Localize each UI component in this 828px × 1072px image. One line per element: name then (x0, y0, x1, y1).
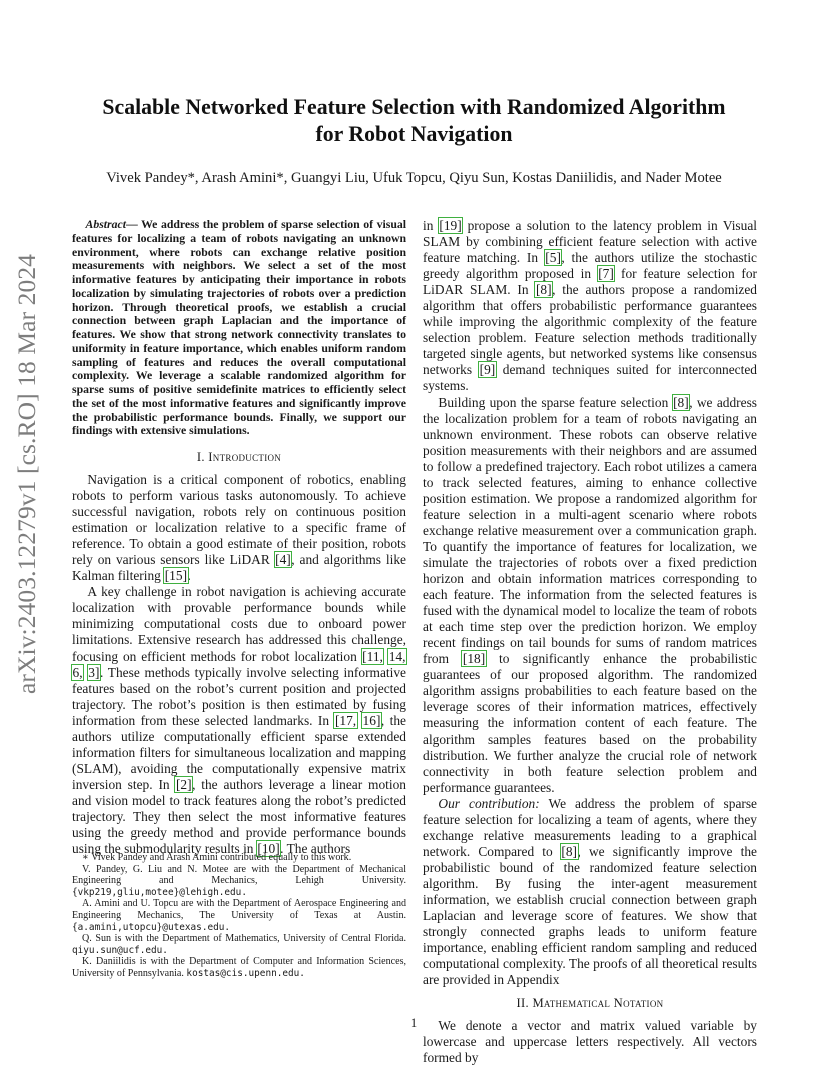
text-run: in (423, 218, 439, 233)
left-column (72, 218, 406, 857)
section-heading-introduction (72, 450, 406, 465)
title-line-2: for Robot Navigation (315, 122, 513, 146)
text-run: A key challenge in robot navigation is achieving accurate localization with provable performance bounds while minimizing computational costs due to onboard power limitations. Extensive research has addressed this challenge, focusing on efficient methods for robot localization (72, 584, 406, 664)
section-number: II. (516, 996, 529, 1011)
text-run: , the authors utilize the stochastic greedy algorithm proposed in (423, 250, 757, 282)
abstract-text: We address the problem of sparse selection of visual features for localizing a team of robots navigating an unknown environment, where robots can exchange relative position measurements with neighbors. We select a set of the most informative features by anticipating their importance in robots localization by simulating trajectories of robots over a prediction horizon. Through theoretical proofs, we establish a crucial connection between graph Laplacian and the importance of features. We show that strong network connectivity translates to uniformity in feature importance, which enables uniform random sampling of features and reduces the overall computational complexity. We leverage a scalable randomized algorithm for sparse sums of positive semidefinite matrices to efficiently select the set of the most informative features and significantly improve the probabilistic performance bounds. Finally, we support our findings with extensive simulations. (72, 218, 406, 438)
footnote-affiliation-ucf (72, 933, 406, 956)
intro-paragraph-1 (72, 472, 406, 584)
citation-link[interactable]: [10] (257, 841, 280, 857)
email-address: {vkp219,gliu,motee}@lehigh.edu. (72, 886, 247, 898)
arxiv-identifier: arXiv:2403.12279v1 [cs.RO] 18 Mar 2024 (12, 253, 41, 695)
citation-link[interactable]: [4] (275, 552, 291, 568)
citation-link[interactable]: [8] (535, 282, 552, 298)
text-run: , the authors leverage a linear motion and vision model to track features along the robot’s predicted trajectory. They then select the most informative features using the greedy method and provide performance bounds using the submodularity results in (72, 776, 406, 857)
citation-link[interactable]: [8] (561, 843, 578, 859)
citation-link[interactable]: 14, (388, 648, 406, 664)
footnotes (72, 852, 406, 980)
text-run: , we significantly improve the probabilistic bound of the randomized feature selection algorithm. By fusing the inter-agent measurement information, we establish crucial connection between graph Laplacian and leverage score of features. We show that strongly connected graphs leads to uniform feature importance, enabling efficient random sampling and reduced computational complexity. The proofs of all theoretical results are provided in Appendix (423, 843, 758, 988)
citation-link[interactable]: [15] (164, 568, 188, 584)
section-number: I. (196, 450, 205, 464)
contribution-label: Our contribution: (438, 795, 540, 811)
footnote-text: K. Daniilidis is with the Department of Computer and Information Sciences, University of Pennsylvania. (72, 956, 406, 979)
author-list: Vivek Pandey*, Arash Amini*, Guangyi Liu, Ufuk Topcu, Qiyu Sun, Kostas Daniilidis, and Nader Motee (106, 170, 722, 186)
citation-link[interactable]: [9] (479, 362, 496, 378)
citation-link[interactable]: [17, (334, 712, 357, 728)
citation-link[interactable]: [18] (462, 651, 486, 667)
email-address: {a.amini,utopcu}@utexas.edu. (72, 921, 231, 933)
section-title: Introduction (208, 450, 282, 464)
footnote-affiliation-upenn (72, 956, 406, 979)
text-run: , the authors utilize computationally efficient sparse extended information filters for simultaneous localization and mapping (SLAM), avoiding the computationally expensive matrix inversion step. In (72, 712, 406, 792)
footnote-equal-contribution: ∗ Vivek Pandey and Arash Amini contributed equally to this work. (82, 852, 352, 863)
citation-link[interactable]: 3] (88, 664, 100, 680)
intro-paragraph-2 (72, 584, 406, 857)
section-title: Mathematical Notation (532, 996, 664, 1011)
intro-paragraph-4 (423, 395, 757, 796)
page-number: 1 (410, 1015, 418, 1030)
citation-link[interactable]: [7] (598, 266, 614, 282)
text-run: . (187, 568, 191, 584)
text-run: , we address the localization problem for a team of robots navigating an unknown environment. These robots can observe relative position measurements with their neighbors and are assumed to follow a predefined trajectory. Each robot utilizes a camera to track selected features, aiming to enhance collective position estimation. We propose a randomized algorithm for feature selection in a multi-agent scenario where robots exchange relative measurement over a communication graph. To quantify the importance of features for localization, we simulate the trajectories of robots over a fixed prediction horizon and obtain information matrices corresponding to each feature. The information from the selected features is fused with the dynamical model to localize the team of robots at each time step over the prediction horizon. We employ recent findings on tail bounds for sums of random matrices from (423, 394, 757, 667)
footnote-text: A. Amini and U. Topcu are with the Department of Aerospace Engineering and Engineering Mechanics, The University of Texas at Austin. (72, 898, 406, 921)
notation-paragraph: We denote a vector and matrix valued variable by lowercase and uppercase letters respectively. All vectors formed by (423, 1018, 757, 1066)
footnote-affiliation-lehigh (72, 864, 406, 899)
contribution-paragraph (423, 796, 757, 989)
email-address: qiyu.sun@ucf.edu. (72, 944, 168, 956)
section-heading-notation (423, 996, 757, 1011)
text-run: Navigation is a critical component of robotics, enabling robots to perform various tasks autonomously. To achieve successful navigation, robots rely on continuous position estimation or localization relative to a specific frame of reference. To obtain a good estimate of their position, robots rely on various sensors like LiDAR (72, 472, 406, 568)
footnote-text: V. Pandey, G. Liu and N. Motee are with the Department of Mechanical Engineering and Mechanics, Lehigh University. (72, 863, 406, 887)
title-line-1: Scalable Networked Feature Selection with Randomized Algorithm (102, 95, 726, 119)
text-run: . The authors (280, 841, 351, 857)
abstract-label: Abstract (85, 218, 126, 231)
text-run: , the authors propose a randomized algorithm that offers probabilistic performance guarantees while improving the algorithmic complexity of the feature selection problem. Feature selection methods traditionally targeted single agents, but networked systems like consensus networks (423, 282, 757, 378)
text-run: . These methods typically involve selecting informative features based on the robot’s current position and projected trajectory. The robot’s position is then estimated by fusing information from these selected landmarks. In (72, 664, 406, 728)
citation-link[interactable]: [11, (362, 648, 383, 664)
email-address: kostas@cis.upenn.edu. (186, 967, 305, 979)
citation-link[interactable]: [5] (545, 250, 561, 266)
paper-title (60, 94, 768, 148)
intro-paragraph-3 (423, 218, 757, 395)
footnote-affiliation-utexas (72, 898, 406, 933)
text-run: Building upon the sparse feature selection (438, 394, 673, 410)
text-run: for feature selection for LiDAR SLAM. In (423, 266, 757, 298)
text-run: propose a solution to the latency problem in Visual SLAM by combining efficient feature selection with active feature matching. In (423, 218, 757, 266)
citation-link[interactable]: 6, (72, 664, 83, 680)
citation-link[interactable]: 16] (362, 712, 381, 728)
citation-link[interactable]: [2] (175, 776, 192, 792)
right-column (423, 218, 757, 1066)
citation-link[interactable]: [8] (673, 394, 689, 410)
citation-link[interactable]: [19] (439, 218, 462, 233)
text-run: We address the problem of sparse feature selection for localizing a team of agents, where they exchange relative measurements leading to a graphical network. Compared to (423, 795, 757, 859)
abstract: Abstract— We address the problem of sparse selection of visual features for localizing a team of robots navigating an unknown environment, where robots can exchange relative position measurements with neighbors. We select a set of the most informative features by anticipating their importance in robots localization by simulating trajectories of robots over a prediction horizon. Through theoretical proofs, we establish a crucial connection between graph Laplacian and the importance of features. We show that strong network connectivity translates to uniformity in feature importance, which enables uniform random sampling of features and reduces the overall computational complexity. We leverage a scalable randomized algorithm for sparse sums of positive semidefinite matrices to efficiently select the set of the most informative features and significantly improve the probabilistic performance bounds. Finally, we support our findings with extensive simulations. (72, 218, 406, 438)
text-run: to significantly enhance the probabilistic guarantees of our proposed algorithm. The randomized algorithm assigns probabilities to each feature based on the leverage scores of their information matrices, effectively measuring the information content of each feature. The algorithm samples features based on the probability distribution. We further analyze the crucial role of network connectivity in both feature selection problem and performance guarantees. (423, 651, 757, 795)
text-run: demand techniques suited for interconnected systems. (423, 362, 757, 394)
footnote-text: Q. Sun is with the Department of Mathematics, University of Central Florida. (82, 933, 406, 945)
text-run: , and algorithms like Kalman filtering (72, 552, 406, 584)
